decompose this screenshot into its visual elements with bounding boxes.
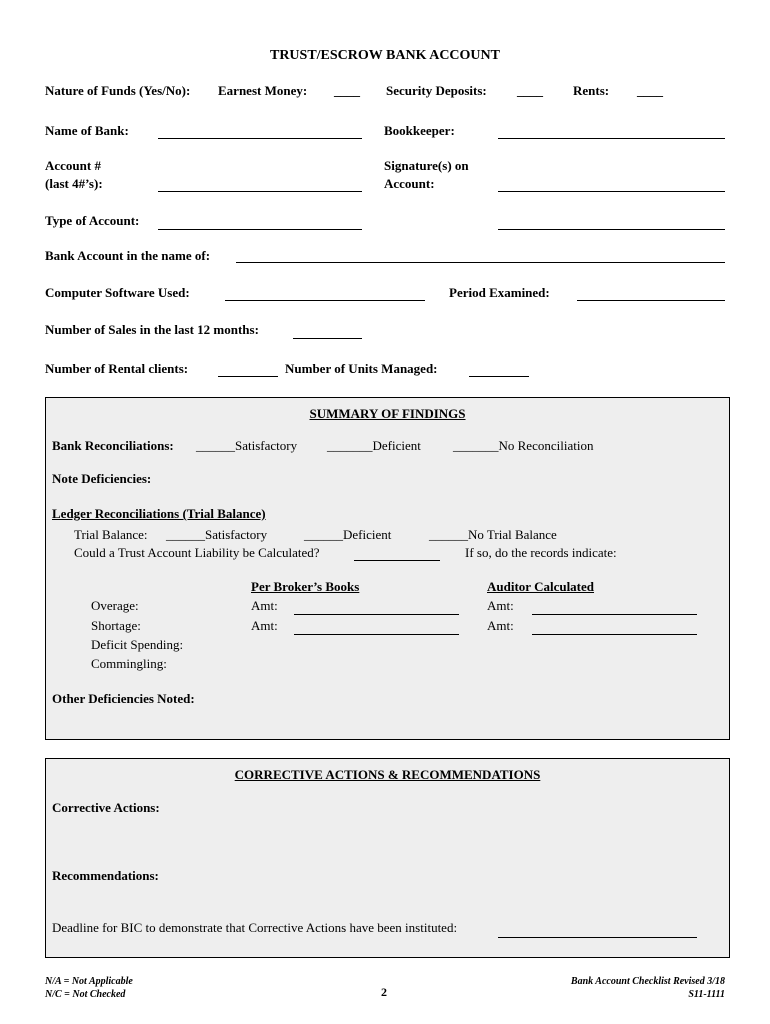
- footer-revised: Bank Account Checklist Revised 3/18: [570, 976, 725, 987]
- shortage-broker-amt: Amt:: [251, 618, 278, 633]
- corrective-actions-label: Corrective Actions:: [52, 800, 160, 815]
- signature-label-line1: Signature(s) on: [384, 158, 469, 173]
- software-field[interactable]: [225, 300, 425, 301]
- liability-question: Could a Trust Account Liability be Calculated?: [74, 545, 320, 560]
- bank-name-label: Name of Bank:: [45, 123, 129, 138]
- shortage-broker-field[interactable]: [294, 634, 459, 635]
- footer-form-code: S11-1111: [688, 989, 725, 1000]
- signature-field-1[interactable]: [498, 191, 725, 192]
- shortage-auditor-amt: Amt:: [487, 618, 514, 633]
- units-managed-field[interactable]: [469, 376, 529, 377]
- bookkeeper-label: Bookkeeper:: [384, 123, 455, 138]
- rental-clients-field[interactable]: [218, 376, 278, 377]
- account-label-line1: Account #: [45, 158, 101, 173]
- software-label: Computer Software Used:: [45, 285, 190, 300]
- commingling-label: Commingling:: [91, 656, 167, 671]
- account-label-line2: (last 4#’s):: [45, 176, 103, 191]
- signature-label-line2: Account:: [384, 176, 435, 191]
- period-label: Period Examined:: [449, 285, 550, 300]
- sales-count-field[interactable]: [293, 338, 362, 339]
- sales-count-label: Number of Sales in the last 12 months:: [45, 322, 259, 337]
- page-title: TRUST/ESCROW BANK ACCOUNT: [269, 48, 500, 63]
- rents-label: Rents:: [573, 83, 610, 98]
- overage-broker-amt: Amt:: [251, 598, 278, 613]
- note-deficiencies-label: Note Deficiencies:: [52, 471, 152, 486]
- signature-field-2[interactable]: [498, 229, 725, 230]
- nature-of-funds-label: Nature of Funds (Yes/No):: [45, 83, 191, 98]
- bank-recon-deficient[interactable]: _______Deficient: [327, 438, 421, 453]
- overage-broker-field[interactable]: [294, 614, 459, 615]
- account-holder-label: Bank Account in the name of:: [45, 248, 211, 263]
- shortage-auditor-field[interactable]: [532, 634, 697, 635]
- trial-deficient[interactable]: ______Deficient: [304, 527, 392, 542]
- rents-blank[interactable]: ____: [637, 83, 663, 98]
- col-auditor-calculated: Auditor Calculated: [487, 579, 595, 594]
- units-managed-label: Number of Units Managed:: [285, 361, 438, 376]
- rental-clients-label: Number of Rental clients:: [45, 361, 189, 376]
- bank-recon-satisfactory[interactable]: ______Satisfactory: [196, 438, 298, 453]
- account-type-label: Type of Account:: [45, 213, 140, 228]
- bank-recon-label: Bank Reconciliations:: [52, 438, 174, 453]
- col-broker-books: Per Broker’s Books: [251, 579, 360, 594]
- deadline-text: Deadline for BIC to demonstrate that Corrective Actions have been instituted:: [52, 920, 458, 935]
- trial-none[interactable]: ______No Trial Balance: [429, 527, 557, 542]
- recommendations-label: Recommendations:: [52, 868, 159, 883]
- account-holder-field[interactable]: [236, 262, 725, 263]
- account-type-field[interactable]: [158, 229, 362, 230]
- bank-recon-none[interactable]: _______No Reconciliation: [453, 438, 594, 453]
- overage-auditor-field[interactable]: [532, 614, 697, 615]
- overage-auditor-amt: Amt:: [487, 598, 514, 613]
- overage-label: Overage:: [91, 598, 139, 613]
- ledger-heading: Ledger Reconciliations (Trial Balance): [52, 506, 266, 521]
- deficit-spending-label: Deficit Spending:: [91, 637, 184, 652]
- if-so-text: If so, do the records indicate:: [465, 545, 617, 560]
- deadline-field[interactable]: [498, 937, 697, 938]
- security-deposits-blank[interactable]: ____: [517, 83, 543, 98]
- trial-satisfactory[interactable]: ______Satisfactory: [166, 527, 268, 542]
- account-number-field[interactable]: [158, 191, 362, 192]
- footer-nc-legend: N/C = Not Checked: [45, 989, 126, 1000]
- footer-na-legend: N/A = Not Applicable: [45, 976, 133, 987]
- other-deficiencies-label: Other Deficiencies Noted:: [52, 691, 195, 706]
- shortage-label: Shortage:: [91, 618, 141, 633]
- trial-balance-label: Trial Balance:: [74, 527, 148, 542]
- bookkeeper-field[interactable]: [498, 138, 725, 139]
- page-number: 2: [381, 985, 387, 999]
- liability-answer-field[interactable]: [354, 560, 440, 561]
- earnest-money-blank[interactable]: ____: [334, 83, 360, 98]
- summary-heading: SUMMARY OF FINDINGS: [309, 406, 466, 421]
- period-field[interactable]: [577, 300, 725, 301]
- security-deposits-label: Security Deposits:: [386, 83, 487, 98]
- corrective-heading: CORRECTIVE ACTIONS & RECOMMENDATIONS: [234, 767, 541, 782]
- earnest-money-label: Earnest Money:: [218, 83, 308, 98]
- bank-name-field[interactable]: [158, 138, 362, 139]
